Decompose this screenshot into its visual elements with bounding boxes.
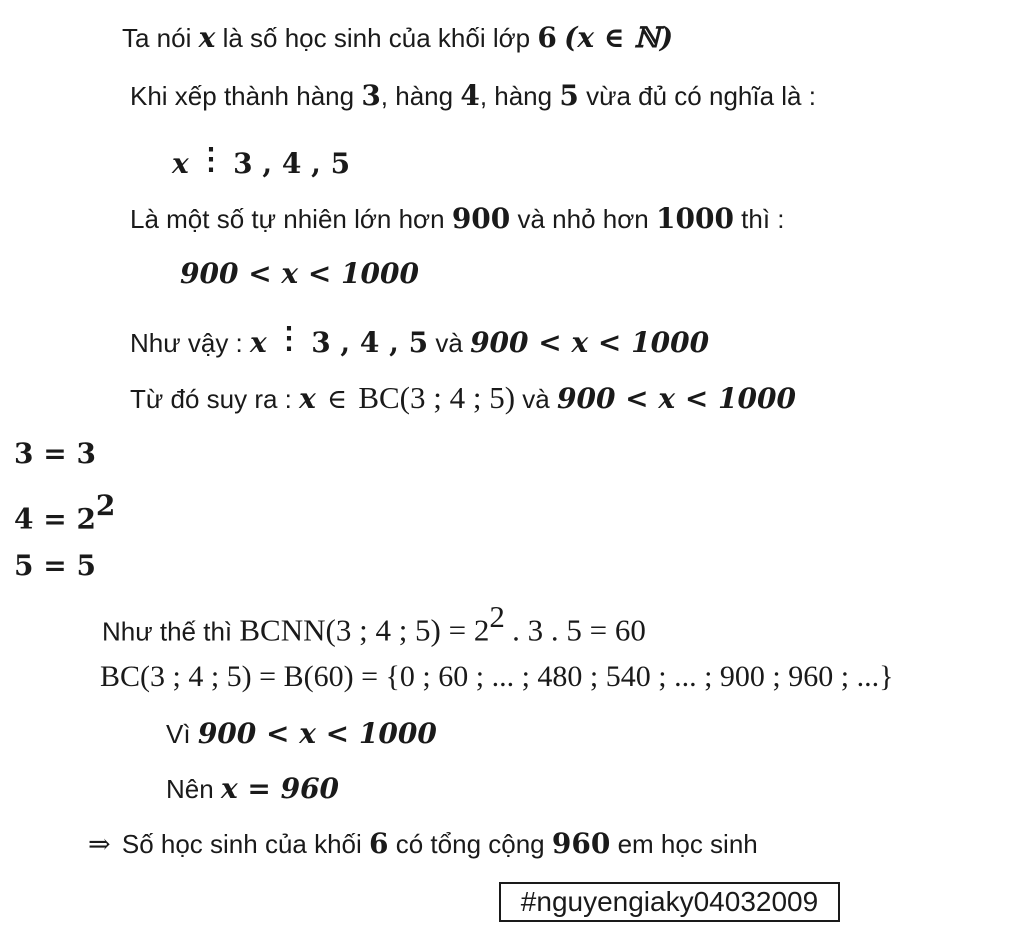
inequality: 900 < x < 1000 xyxy=(180,257,419,290)
factor-4 xyxy=(14,489,116,536)
therefore-line xyxy=(166,773,339,805)
factor-5 xyxy=(14,550,96,582)
number: 5 xyxy=(559,79,579,112)
text: có tổng cộng xyxy=(395,829,545,859)
divisibility-line xyxy=(172,142,351,180)
text: và nhỏ hơn xyxy=(517,204,649,234)
range-expr-line xyxy=(180,258,419,290)
number: 4 xyxy=(460,79,480,112)
intro-line xyxy=(122,22,673,54)
text: Số học sinh của khối xyxy=(121,829,362,859)
condition-line xyxy=(130,80,816,112)
inequality: 900 < x < 1000 xyxy=(556,382,796,415)
text: , hàng xyxy=(479,81,553,111)
divisors: 3 , 4 , 5 xyxy=(311,326,429,359)
solution: x = 960 xyxy=(220,772,340,805)
common-multiples: BC(3 ; 4 ; 5) xyxy=(358,380,516,415)
number: 6 xyxy=(369,827,389,860)
number: 960 xyxy=(551,827,611,860)
equation: 4 = 2 xyxy=(14,502,96,536)
text: Ta nói xyxy=(122,23,192,53)
author-tag: #nguyengiaky04032009 xyxy=(499,882,840,922)
number: 6 xyxy=(537,21,557,54)
exponent: 2 xyxy=(95,489,116,522)
lcm-expression: BCNN(3 ; 4 ; 5) = 2 xyxy=(239,612,490,648)
common-multiples-line xyxy=(100,661,893,693)
var-x: x xyxy=(299,382,316,415)
text: và xyxy=(435,328,463,358)
summary-line xyxy=(130,321,710,359)
number: 1000 xyxy=(656,202,734,235)
text: Như vậy : xyxy=(130,328,243,358)
equation: 3 = 3 xyxy=(14,437,96,470)
text: Khi xếp thành hàng xyxy=(130,81,355,111)
text: Từ đó suy ra : xyxy=(130,384,292,414)
text: thì : xyxy=(741,204,785,234)
multiples-set: BC(3 ; 4 ; 5) = B(60) = {0 ; 60 ; ... ; 480 ; 540 ; ... ; 900 ; 960 ; ...} xyxy=(100,660,894,693)
text: Như thế thì xyxy=(102,616,233,647)
inequality: 900 < x < 1000 xyxy=(470,326,710,359)
range-text-line xyxy=(130,203,785,235)
number: 900 xyxy=(451,202,511,235)
text: , hàng xyxy=(380,81,454,111)
lcm-line xyxy=(102,599,646,648)
number: 3 xyxy=(361,79,381,112)
text: Là một số tự nhiên lớn hơn xyxy=(130,204,445,234)
because-line xyxy=(166,718,437,750)
text: Vì xyxy=(166,719,191,749)
text: là số học sinh của khối lớp xyxy=(222,23,531,53)
divisors: 3 , 4 , 5 xyxy=(233,147,351,180)
text: em học sinh xyxy=(617,829,758,859)
var-x: x xyxy=(198,21,216,54)
var-x: x xyxy=(172,147,189,180)
exponent: 2 xyxy=(489,599,505,634)
deduction-line xyxy=(130,382,796,416)
divides-symbol: ⋮ xyxy=(273,321,304,356)
var-x: x xyxy=(250,326,267,359)
factor-3 xyxy=(14,438,96,470)
element-of-symbol: ∈ xyxy=(327,384,348,415)
text: vừa đủ có nghĩa là : xyxy=(586,81,816,111)
text: và xyxy=(522,384,550,414)
lcm-result: . 3 . 5 = 60 xyxy=(512,612,646,648)
inequality: 900 < x < 1000 xyxy=(197,717,437,750)
equation: 5 = 5 xyxy=(14,549,96,582)
text: Nên xyxy=(166,774,214,804)
conclusion-line xyxy=(84,828,758,861)
divides-symbol: ⋮ xyxy=(195,142,226,177)
implies-arrow-icon: ⇒ xyxy=(88,829,111,860)
set-notation: (x ∈ ℕ) xyxy=(564,21,674,54)
